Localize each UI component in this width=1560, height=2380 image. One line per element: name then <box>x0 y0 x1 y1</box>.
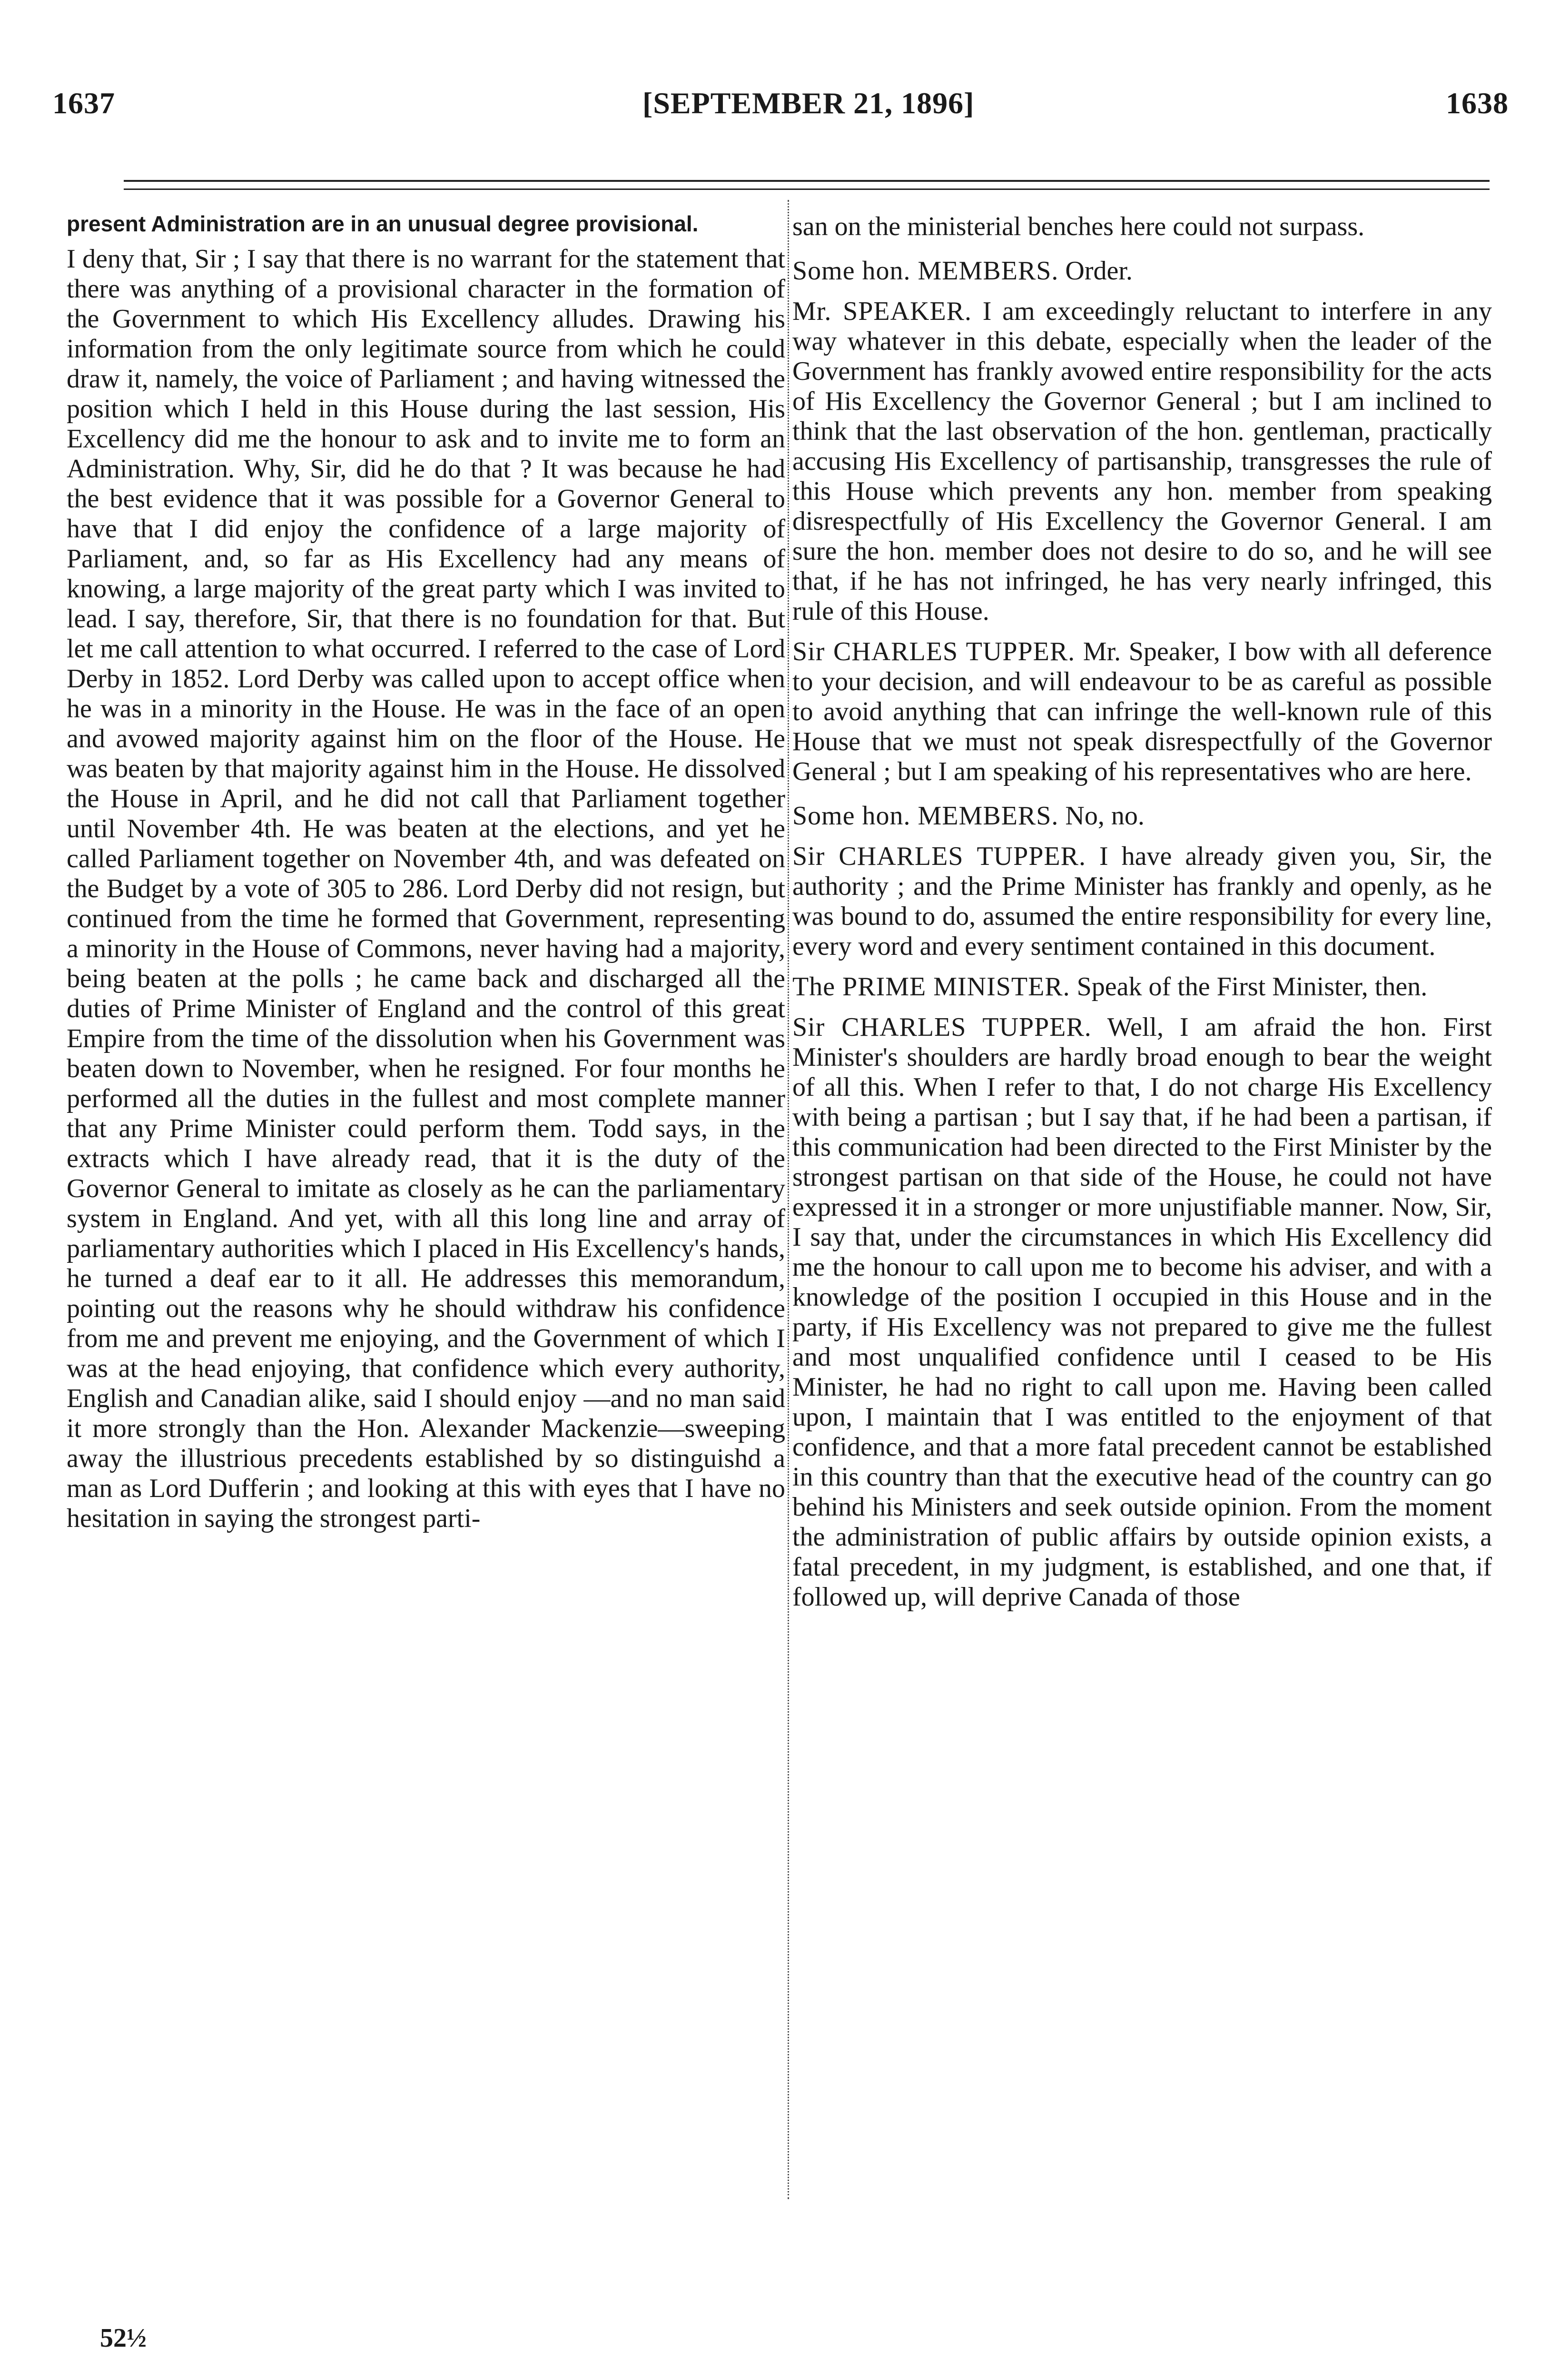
right-paragraph-continuation: san on the ministerial benches here could not surpass. <box>792 212 1365 241</box>
speech-text: Order. <box>1065 256 1133 286</box>
speech-text: Mr. Speaker, I bow with all deference to your decision, and will endeavour to be as careful as possible to avoid anything that can infringe the well-known rule of this House that we must not speak disrespectfully of the Governor General ; but I am speaking of his representatives who are here. <box>792 637 1492 786</box>
right-column <box>792 212 1492 1612</box>
column-divider <box>788 200 789 2199</box>
speech-members-no <box>792 801 1492 831</box>
speech-text: I am exceedingly reluctant to interfere in any way whatever in this debate, especially when the leader of the Government has frankly avowed entire responsibility for the acts of His Excellency the Governor General ; but I am inclined to think that the last observation of the hon. gentleman, practically accusing His Excellency of partisanship, transgresses the rule of this House which prevents any hon. member from speaking disrespectfully of His Excellency the Governor General. I am sure the hon. member does not desire to do so, and he will see that, if he has not infringed, he has very nearly infringed, this rule of this House. <box>792 297 1492 626</box>
speaker-name: Some hon. MEMBERS. <box>792 801 1059 831</box>
speech-text: I have already given you, Sir, the authority ; and the Prime Minister has frankly and openly, as he was bound to do, assumed the entire responsibility for every line, every word and every sentiment contained in this document. <box>792 842 1492 961</box>
speech-tupper-3 <box>792 1012 1492 1612</box>
speech-speaker <box>792 297 1492 626</box>
page-header <box>52 86 1509 143</box>
speech-members-order <box>792 256 1492 286</box>
page-date: [SEPTEMBER 21, 1896] <box>642 86 975 120</box>
speech-text: Speak of the First Minister, then. <box>1076 972 1428 1002</box>
page-number-left: 1637 <box>52 86 115 120</box>
left-quote: present Administration are in an unusual degree provisional. <box>67 211 699 236</box>
header-rule-top <box>124 180 1490 182</box>
header-rule-bottom <box>124 188 1490 190</box>
speech-prime-minister <box>792 972 1492 1002</box>
speech-tupper-1 <box>792 637 1492 787</box>
speaker-name: Sir CHARLES TUPPER. <box>792 637 1076 666</box>
speech-text: No, no. <box>1065 801 1145 831</box>
speech-text: Well, I am afraid the hon. First Minister's shoulders are hardly broad enough to bear the weight of all this. When I refer to that, I do not charge His Excellency with being a partisan ; but I say that, if he had been a partisan, if this communication had been directed to the First Minister by the strongest partisan on that side of the House, he could not have expressed it in a stronger or more unjustifiable manner. Now, Sir, I say that, under the circumstances in which His Excellency did me the honour to call upon me to become his adviser, and with a knowledge of the position I occupied in this House and in the party, if His Excellency was not prepared to give me the fullest and most unqualified confidence until I ceased to be His Minister, he had no right to call upon me. Having been called upon, I maintain that I was entitled to the enjoyment of that confidence, and that a more fatal precedent cannot be established in this country than that the executive head of the country can go behind his Ministers and seek outside opinion. From the moment the administration of public affairs by outside opinion exists, a fatal precedent, in my judgment, is established, and one that, if followed up, will deprive Canada of those <box>792 1012 1492 1612</box>
speaker-name: Mr. SPEAKER. <box>792 297 972 326</box>
speech-tupper-2 <box>792 842 1492 962</box>
page-number-right: 1638 <box>1446 86 1509 120</box>
speaker-name: Some hon. MEMBERS. <box>792 256 1059 286</box>
speaker-name: Sir CHARLES TUPPER. <box>792 1012 1092 1042</box>
signature-mark: 52½ <box>100 2323 147 2353</box>
left-paragraph: I deny that, Sir ; I say that there is no warrant for the statement that there was anything of a provisional character in the formation of the Government to which His Excellency alludes. Drawing his information from the only legitimate source from which he could draw it, namely, the voice of Parliament ; and having witnessed the position which I held in this House during the last session, His Excellency did me the honour to ask and to invite me to form an Administration. Why, Sir, did he do that ? It was because he had the best evidence that it was possible for a Governor General to have that I did enjoy the confidence of a large majority of Parliament, and, so far as His Excellency had any means of knowing, a large majority of the great party which I was invited to lead. I say, therefore, Sir, that there is no foundation for that. But let me call attention to what occurred. I referred to the case of Lord Derby in 1852. Lord Derby was called upon to accept office when he was in a minority in the House. He was in the face of an open and avowed majority against him on the floor of the House. He was beaten by that majority against him in the House. He dissolved the House in April, and he did not call that Parliament together until November 4th. He was beaten at the elections, and yet he called Parliament together on November 4th, and was defeated on the Budget by a vote of 305 to 286. Lord Derby did not resign, but continued from the time he formed that Government, representing a minority in the House of Commons, never having had a majority, being beaten at the polls ; he came back and discharged all the duties of Prime Minister of England and the control of this great Empire from the time of the dissolution when his Government was beaten down to November, when he resigned. For four months he performed all the duties in the fullest and most complete manner that any Prime Minister could perform them. Todd says, in the extracts which I have already read, that it is the duty of the Governor General to imitate as closely as he can the parliamentary system in England. And yet, with all this long line and array of parliamentary authorities which I placed in His Excellency's hands, he turned a deaf ear to it all. He addresses this memorandum, pointing out the reasons why he should withdraw his confidence from me and prevent me enjoying, and the Government of which I was at the head enjoying, that confidence which every authority, English and Canadian alike, said I should enjoy —and no man said it more strongly than the Hon. Alexander Mackenzie—sweeping away the illustrious precedents established by so distinguishd a man as Lord Dufferin ; and looking at this with eyes that I have no hesitation in saying the strongest parti- <box>67 244 785 1533</box>
speaker-name: Sir CHARLES TUPPER. <box>792 842 1086 871</box>
speaker-name: The PRIME MINISTER. <box>792 972 1070 1002</box>
left-column <box>67 212 785 1534</box>
